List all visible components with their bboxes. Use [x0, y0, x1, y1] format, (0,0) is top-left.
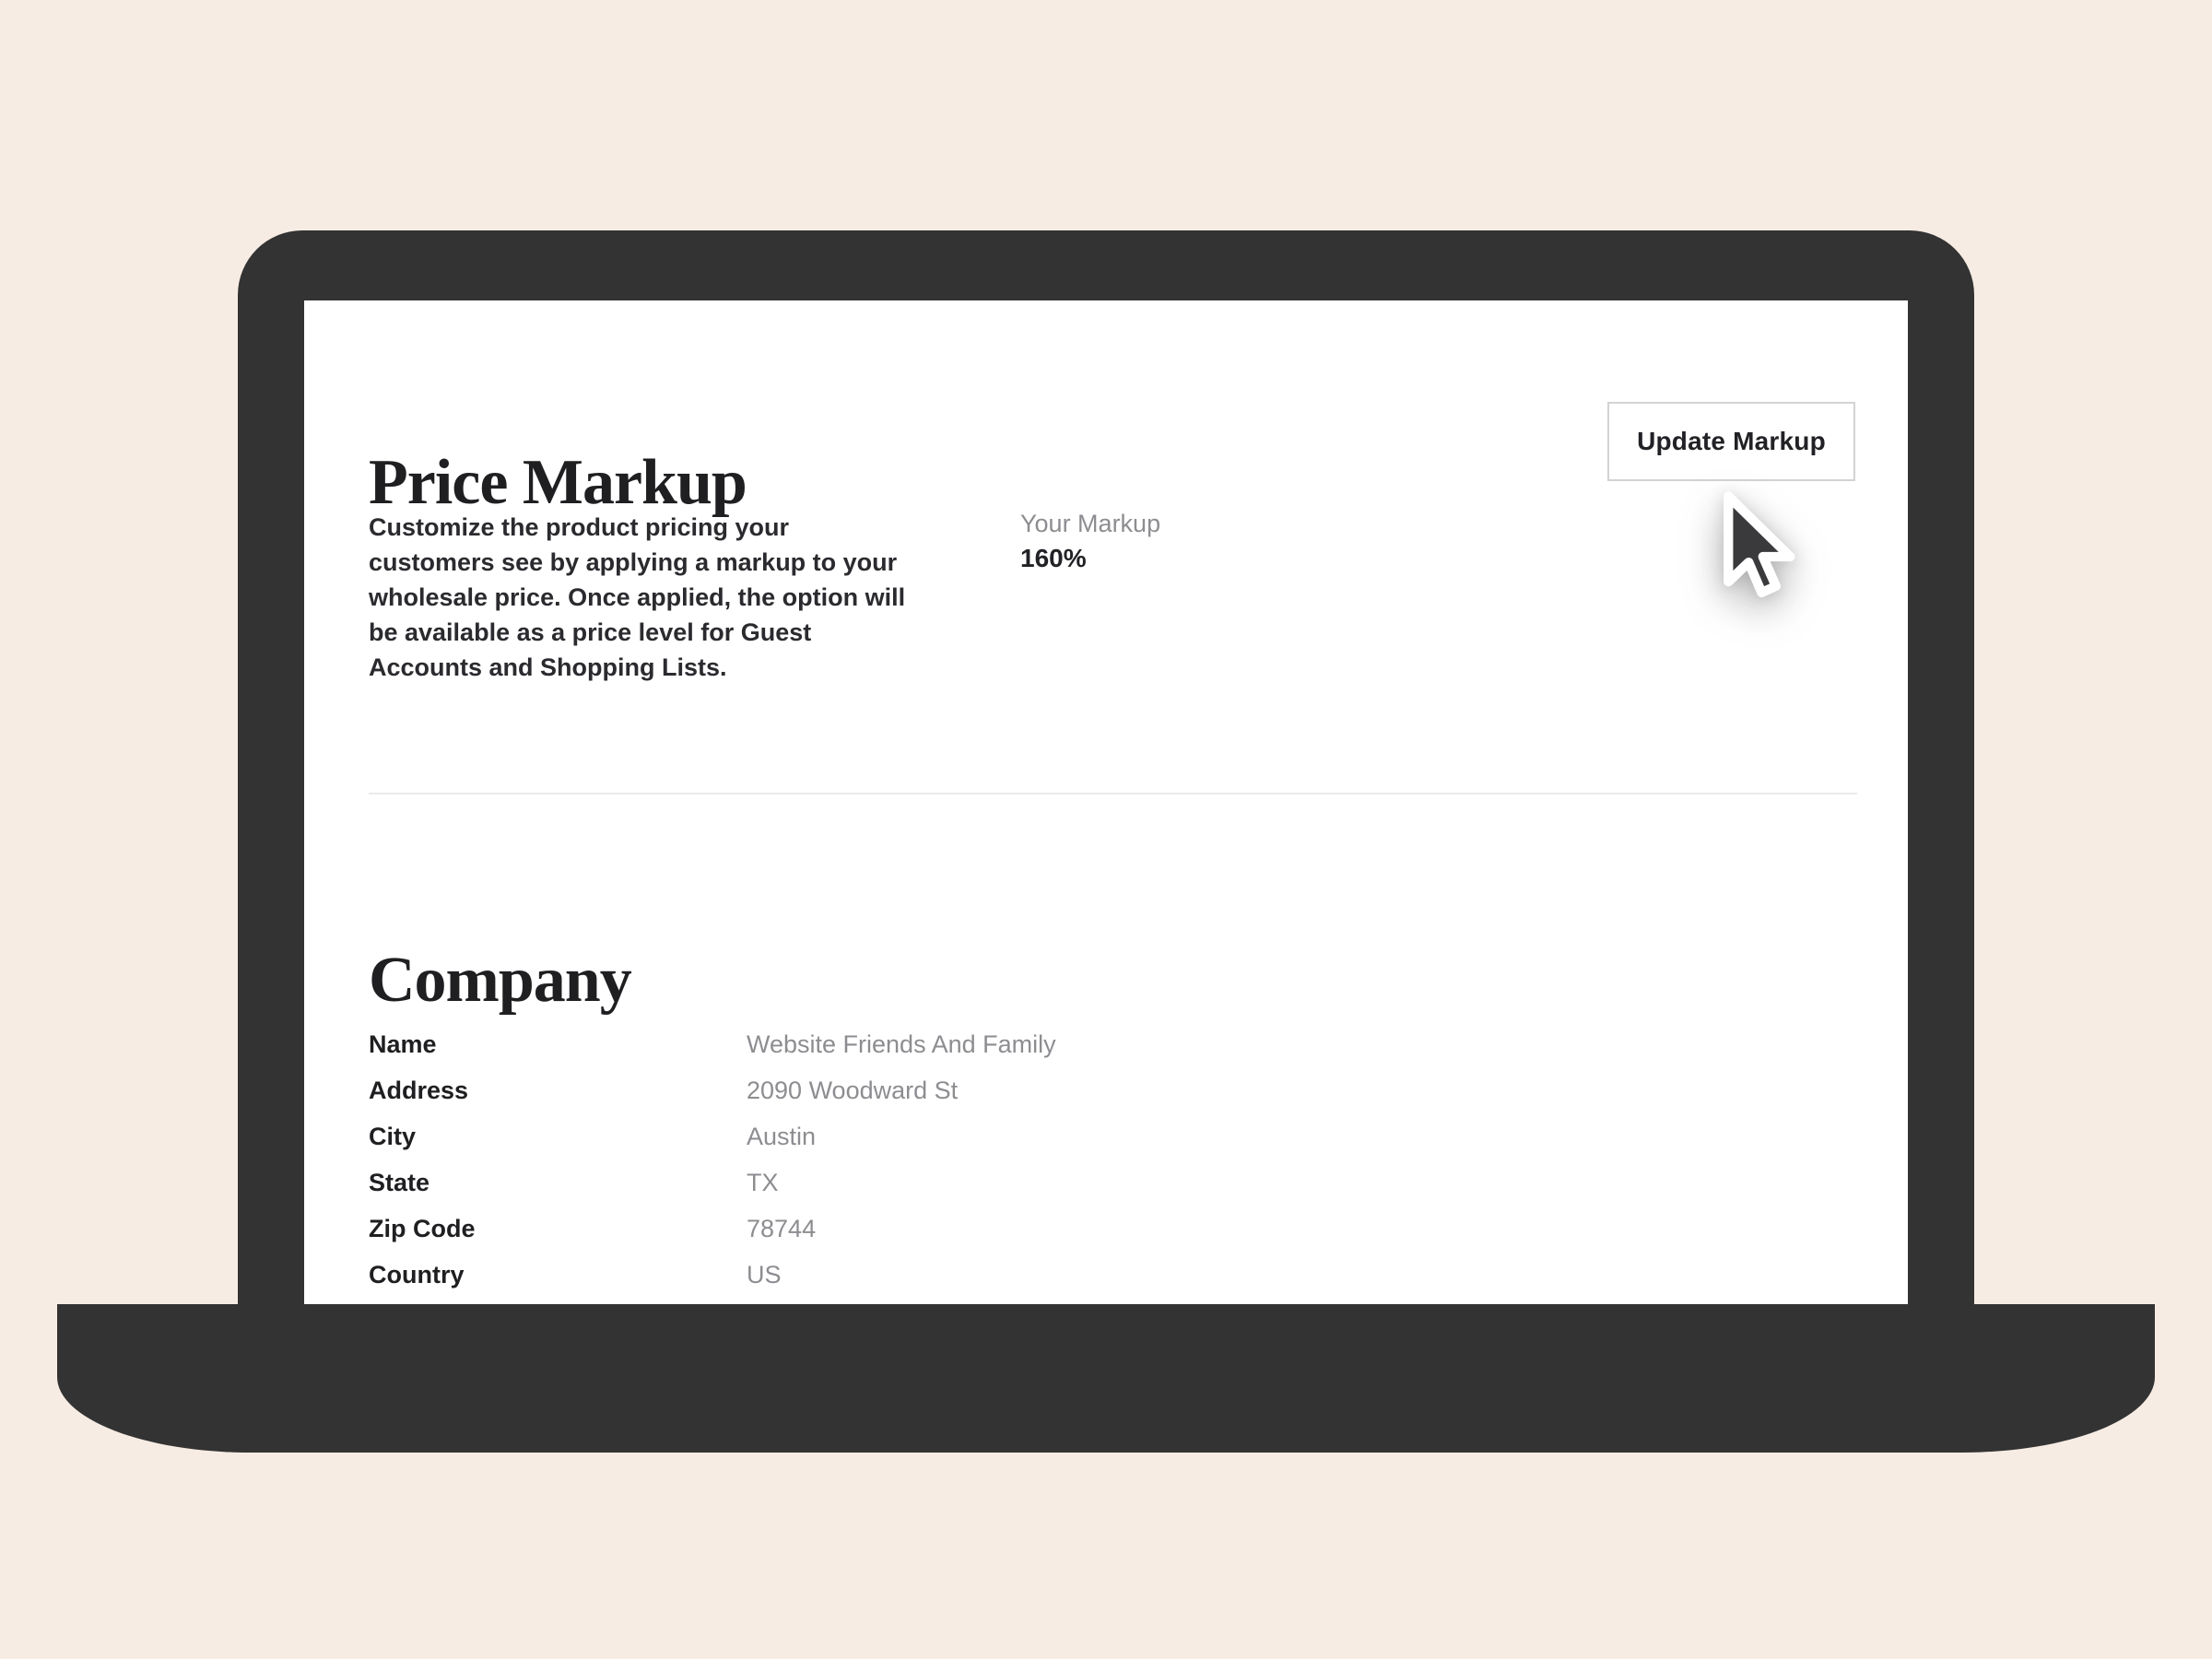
your-markup-label: Your Markup [1020, 510, 1161, 537]
field-row-city [369, 1113, 1857, 1159]
field-label: Name [369, 1030, 437, 1058]
field-value: 2090 Woodward St [747, 1076, 959, 1104]
field-value: TX [747, 1168, 779, 1196]
laptop-mockup-base [57, 1304, 2155, 1453]
field-value: Website Friends And Family [747, 1030, 1056, 1058]
field-value: 78744 [747, 1214, 817, 1242]
field-row-country [369, 1252, 1857, 1298]
field-label: State [369, 1168, 430, 1196]
company-title: Company [369, 944, 631, 1016]
field-label: City [369, 1122, 417, 1150]
price-markup-description [369, 510, 905, 685]
company-fields-list [369, 1021, 1857, 1298]
field-row-address [369, 1067, 1857, 1113]
your-markup-value: 160% [1020, 544, 1087, 572]
field-row-zip-code [369, 1206, 1857, 1252]
description-line: wholesale price. Once applied, the option will [369, 583, 906, 611]
field-row-state [369, 1159, 1857, 1206]
update-markup-button[interactable]: Update Markup [1607, 402, 1855, 481]
field-row-name [369, 1021, 1857, 1067]
field-value: US [747, 1260, 782, 1288]
price-markup-title: Price Markup [369, 446, 747, 518]
description-line: be available as a price level for Guest [369, 618, 812, 646]
description-line: Accounts and Shopping Lists. [369, 653, 727, 681]
laptop-screen [304, 300, 1908, 1304]
field-label: Zip Code [369, 1214, 476, 1242]
field-label: Country [369, 1260, 465, 1288]
description-line: customers see by applying a markup to your [369, 548, 898, 576]
section-divider [369, 793, 1857, 794]
your-markup-summary [1020, 506, 1160, 576]
field-value: Austin [747, 1122, 817, 1150]
description-line: Customize the product pricing your [369, 513, 790, 541]
field-label: Address [369, 1076, 469, 1104]
